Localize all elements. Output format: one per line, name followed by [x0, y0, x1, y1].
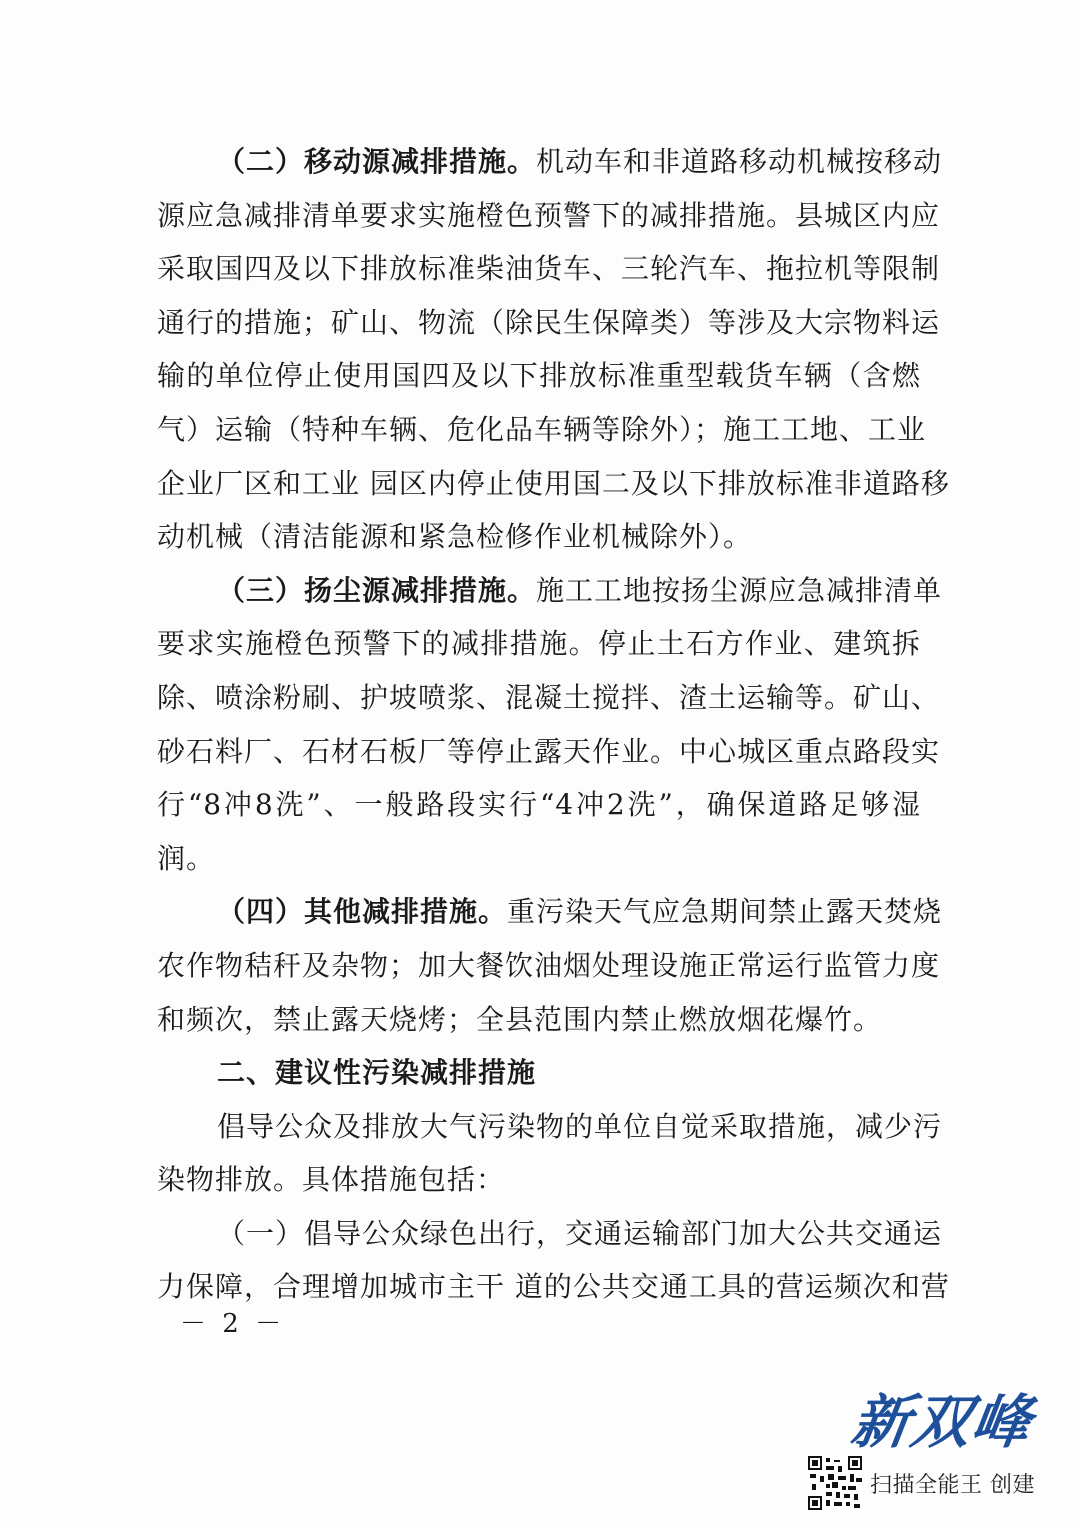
- line-text: 行“8冲8洗”、一般路段实行“4冲2洗”，确保道路足够湿: [157, 788, 921, 822]
- line-text: 润。: [157, 841, 216, 875]
- text-line: [157, 296, 941, 350]
- xinshuangfeng-logo: 新双峰: [847, 1388, 1037, 1456]
- text-line: [157, 242, 941, 296]
- text-line: [157, 457, 950, 511]
- text-line: [157, 189, 941, 243]
- document-body: [157, 135, 950, 1314]
- line-text: 倡导公众及排放大气污染物的单位自觉采取措施，减少污: [217, 1109, 943, 1143]
- text-line: [157, 939, 941, 993]
- line-rest-text: 重污染天气应急期间禁止露天焚烧: [507, 895, 943, 929]
- line-text: [217, 574, 942, 607]
- text-line: [157, 564, 943, 618]
- scanner-credit-text: 扫描全能王 创建: [870, 1472, 1035, 1498]
- line-text: [217, 895, 942, 928]
- line-text: 染物排放。具体措施包括：: [157, 1163, 506, 1197]
- section-subheading: （四）其他减排措施。: [217, 895, 508, 929]
- line-text: 企业厂区和工业 园区内停止使用国二及以下排放标准非道路移: [157, 466, 950, 500]
- section-heading-text: 二、建议性污染减排措施: [217, 1056, 537, 1090]
- line-text: 输的单位停止使用国四及以下排放标准重型载货车辆（含燃: [157, 359, 921, 393]
- text-line: [157, 617, 921, 671]
- qr-code-icon: [808, 1456, 862, 1510]
- text-line: [157, 885, 943, 939]
- line-text: 农作物秸秆及杂物；加大餐饮油烟处理设施正常运行监管力度: [157, 948, 941, 982]
- text-line: [157, 1153, 921, 1207]
- text-line: [157, 671, 941, 725]
- scanner-badge: [808, 1455, 1035, 1511]
- text-line: [157, 135, 943, 189]
- text-line: [157, 1100, 943, 1154]
- text-line: [157, 832, 921, 886]
- text-line: [157, 778, 921, 832]
- line-rest-text: 机动车和非道路移动机械按移动: [536, 145, 943, 178]
- line-text: 动机械（清洁能源和紧急检修作业机械除外）。: [157, 520, 753, 554]
- text-line: [157, 349, 921, 403]
- section-subheading: （二）移动源减排措施。: [217, 145, 537, 178]
- text-line: [157, 1207, 943, 1261]
- text-line: [157, 403, 927, 457]
- section-subheading: （三）扬尘源减排措施。: [217, 573, 537, 607]
- section-heading: [157, 1046, 921, 1100]
- line-text: 和频次，禁止露天烧烤；全县范围内禁止燃放烟花爆竹。: [157, 1002, 883, 1036]
- line-text: 砂石料厂、石材石板厂等停止露天作业。中心城区重点路段实: [157, 734, 941, 768]
- text-line: [157, 993, 921, 1047]
- line-text: 通行的措施；矿山、物流（除民生保障类）等涉及大宗物料运: [157, 305, 941, 339]
- text-line: [157, 725, 941, 779]
- line-text: 要求实施橙色预警下的减排措施。停止土石方作业、建筑拆: [157, 627, 921, 661]
- line-text: 力保障，合理增加城市主干 道的公共交通工具的营运频次和营: [157, 1270, 950, 1304]
- line-rest-text: 施工工地按扬尘源应急减排清单: [536, 573, 943, 607]
- line-text: （一）倡导公众绿色出行，交通运输部门加大公共交通运: [217, 1216, 943, 1250]
- line-text: 除、喷涂粉刷、护坡喷浆、混凝土搅拌、渣土运输等。矿山、: [157, 680, 941, 714]
- line-text: 气）运输（特种车辆、危化品车辆等除外）；施工工地、工业: [157, 412, 927, 446]
- page-number: － 2 －: [180, 1309, 286, 1339]
- line-text: 采取国四及以下排放标准柴油货车、三轮汽车、拖拉机等限制: [157, 252, 941, 286]
- line-text: 源应急减排清单要求实施橙色预警下的减排措施。县城区内应: [157, 198, 941, 232]
- text-line: [157, 510, 921, 564]
- line-text: [217, 145, 942, 178]
